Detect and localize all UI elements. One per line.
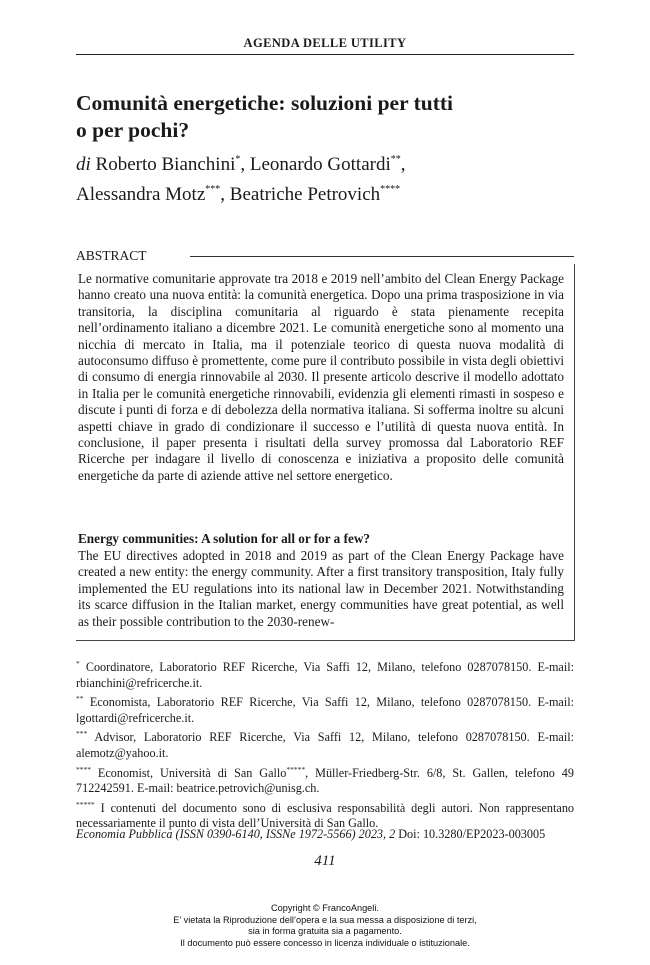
author-name: Alessandra Motz: [76, 184, 206, 205]
abstract-english: The EU directives adopted in 2018 and 2019 as part of the Clean Energy Package have created a new entity: the energy community. After a first transitory transposition, Italy fully implemented the EU regulations into its national law in December 2021. Notwithstanding its scarce diffusion in the Italian market, energy communities have great potential, as well as their possible contribution to the 2030-renew-: [78, 548, 564, 629]
running-header: AGENDA DELLE UTILITY: [243, 36, 407, 50]
footnote-mark: ***: [205, 184, 221, 195]
journal-citation: [76, 827, 574, 842]
page-number: 411: [314, 853, 336, 869]
footnote-text: Economist, Università di San Gallo: [97, 765, 287, 780]
footnote-text: , Müller-Friedberg-Str. 6/8, St. Gallen, telefono 49 712242591. E-mail: beatrice.petrovich@unisg.ch.: [76, 765, 574, 796]
citation-text: Economia Pubblica (ISSN 0390-6140, ISSNe 1972-5566) 2023, 2: [76, 827, 396, 841]
footnote-mark: *: [235, 154, 241, 165]
footnote-mark: *****: [286, 764, 306, 774]
author-list: di Roberto Bianchini*, Leonardo Gottardi**, Alessandra Motz***, Beatriche Petrovich****: [76, 154, 406, 205]
copyright-notice: [0, 903, 650, 949]
footnote-mark: *: [76, 659, 80, 668]
abstract-rule: [190, 256, 574, 257]
footnote-text: Economista, Laboratorio REF Ricerche, Via Saffi 12, Milano, telefono 0287078150. E-mail: lgottardi@refricerche.it.: [76, 695, 574, 725]
footnote-mark: ***: [76, 729, 88, 739]
title-line-1: Comunità energetiche: soluzioni per tutti: [76, 91, 454, 115]
doi: Doi: 10.3280/EP2023-003005: [398, 827, 546, 841]
abstract-heading: ABSTRACT: [76, 248, 147, 263]
author-prefix: di: [76, 154, 91, 175]
article-title: [76, 90, 574, 144]
title-line-2: o per pochi?: [76, 118, 190, 142]
footnote: [76, 762, 574, 797]
footnote-mark: **: [76, 694, 84, 704]
footnote-text: Coordinatore, Laboratorio REF Ricerche, Via Saffi 12, Milano, telefono 0287078150. E-mail: rbianchini@refricerche.it.: [76, 660, 575, 690]
footnote-mark: *****: [76, 799, 95, 809]
footnote-mark: **: [390, 154, 401, 165]
footnote-text: Advisor, Laboratorio REF Ricerche, Via Saffi 12, Milano, telefono 0287078150. E-mail: alemotz@yahoo.it.: [76, 730, 574, 760]
author-name: Leonardo Gottardi: [249, 154, 391, 175]
english-title: Energy communities: A solution for all or for a few?: [78, 531, 370, 546]
footnote: [76, 656, 574, 691]
copyright-line: Il documento può essere concesso in licenza individuale o istituzionale.: [180, 937, 470, 948]
footnote-mark: ****: [380, 184, 401, 195]
abstract-italian: Le normative comunitarie approvate tra 2018 e 2019 nell’ambito del Clean Energy Package hanno creato una nuova entità: la comunità energetica. Dopo una prima trasposizione in via transitoria, la disciplina comunitaria al riguardo è stata pienamente recepita nell’ordinamento italiano a dicembre 2021. Le comunità energetiche sono al momento una nicchia di mercato in Italia, ma il potenziale teorico di questa nuova modalità di autoconsumo diffuso è promettente, come pure il contributo possibile in vista degli obiettivi di consumo di energia rinnovabile al 2030. Il presente articolo descrive il modello adottato in Italia per le comunità energetiche rinnovabili, evidenzia gli elementi rimasti in sospeso e discute i punti di forza e di debolezza della normativa italiana. Si sofferma inoltre su alcuni aspetti chiave in grado di condizionare il successo e l’utilità di questa nuova entità. In conclusione, il paper presenta i risultati della survey promossa dal Laboratorio REF Ricerche per indagare il livello di conoscenza e iniziativa a proposito delle comunità energetiche da parte di aziende attive nel settore energetico.: [78, 271, 564, 483]
footnote-mark: ****: [76, 764, 91, 774]
copyright-line: Copyright © FrancoAngeli.: [271, 903, 379, 913]
header-rule: [76, 54, 574, 55]
footnote: [76, 726, 574, 761]
footnote: [76, 691, 574, 726]
copyright-line: E’ vietata la Riproduzione dell’opera e la sua messa a disposizione di terzi,: [173, 914, 477, 925]
author-name: Roberto Bianchini: [95, 154, 236, 175]
copyright-line: sia in forma gratuita sia a pagamento.: [248, 926, 402, 937]
footnote-text: I contenuti del documento sono di esclusiva responsabilità degli autori. Non rappresentano necessariamente il punto di vista dell’Università di San Gallo.: [76, 800, 575, 831]
footnotes: [76, 656, 574, 832]
author-name: Beatriche Petrovich: [229, 184, 381, 205]
